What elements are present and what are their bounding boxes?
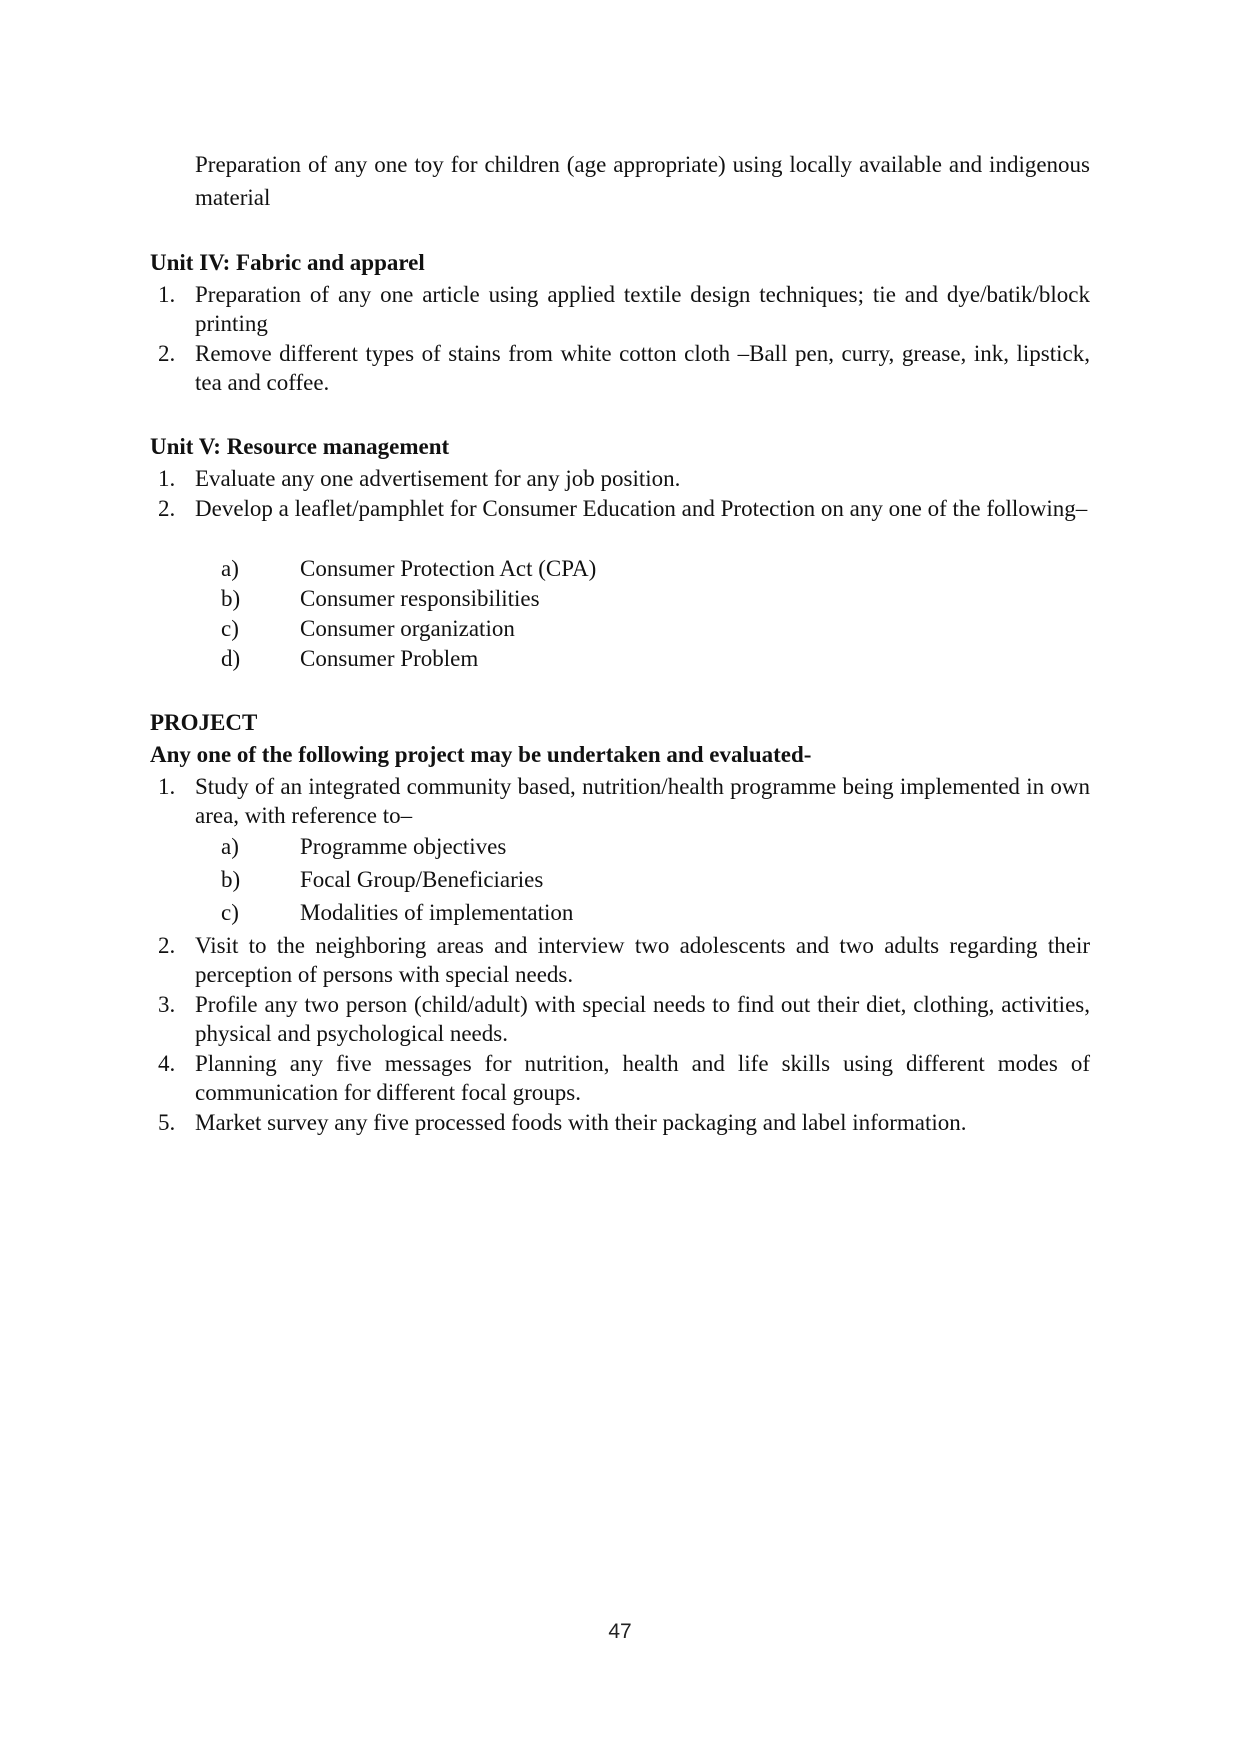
list-text: Evaluate any one advertisement for any job position. [195, 466, 681, 491]
project-subheading: Any one of the following project may be undertaken and evaluated- [150, 742, 812, 767]
unit4-heading: Unit IV: Fabric and apparel [150, 250, 425, 275]
list-number: 5. [158, 1110, 176, 1135]
list-text: Visit to the neighboring areas and interview two adolescents and two adults regarding their perception of persons with special needs. [195, 933, 1090, 987]
list-number: 4. [158, 1051, 176, 1076]
list-text: Remove different types of stains from white cotton cloth –Ball pen, curry, grease, ink, lipstick, tea and coffee. [195, 341, 1090, 395]
list-text: Preparation of any one article using applied textile design techniques; tie and dye/batik/block printing [195, 282, 1090, 336]
list-text: Profile any two person (child/adult) with special needs to find out their diet, clothing, activities, physical and psychological needs. [195, 992, 1090, 1046]
list-number: 1. [158, 282, 176, 307]
sub-list-text: Consumer organization [300, 616, 515, 641]
sub-list-letter: d) [221, 646, 241, 671]
list-text: Market survey any five processed foods with their packaging and label information. [195, 1110, 967, 1135]
list-number: 2. [158, 933, 176, 958]
list-number: 1. [158, 466, 176, 491]
project-heading: PROJECT [150, 710, 258, 735]
sub-list-letter: c) [221, 616, 239, 641]
list-number: 3. [158, 992, 176, 1017]
list-number: 2. [158, 496, 176, 521]
sub-list-text: Consumer Protection Act (CPA) [300, 556, 597, 581]
list-text: Develop a leaflet/pamphlet for Consumer Education and Protection on any one of the following– [195, 496, 1088, 521]
unit5-heading: Unit V: Resource management [150, 434, 450, 459]
sub-list-letter: b) [221, 586, 241, 611]
list-number: 1. [158, 774, 176, 799]
sub-list-text: Modalities of implementation [300, 900, 574, 925]
list-text: Study of an integrated community based, nutrition/health programme being implemented in own area, with reference to– [195, 774, 1090, 828]
sub-list-text: Consumer responsibilities [300, 586, 540, 611]
sub-list-text: Consumer Problem [300, 646, 479, 671]
list-number: 2. [158, 341, 176, 366]
sub-list-text: Focal Group/Beneficiaries [300, 867, 544, 892]
intro-paragraph: Preparation of any one toy for children (age appropriate) using locally available and indigenous material [195, 152, 1090, 210]
sub-list-letter: a) [221, 834, 239, 859]
page-number: 47 [608, 1620, 632, 1643]
sub-list-text: Programme objectives [300, 834, 507, 859]
sub-list-letter: c) [221, 900, 239, 925]
list-text: Planning any five messages for nutrition, health and life skills using different modes of communication for different focal groups. [195, 1051, 1090, 1105]
sub-list-letter: b) [221, 867, 241, 892]
sub-list-letter: a) [221, 556, 239, 581]
